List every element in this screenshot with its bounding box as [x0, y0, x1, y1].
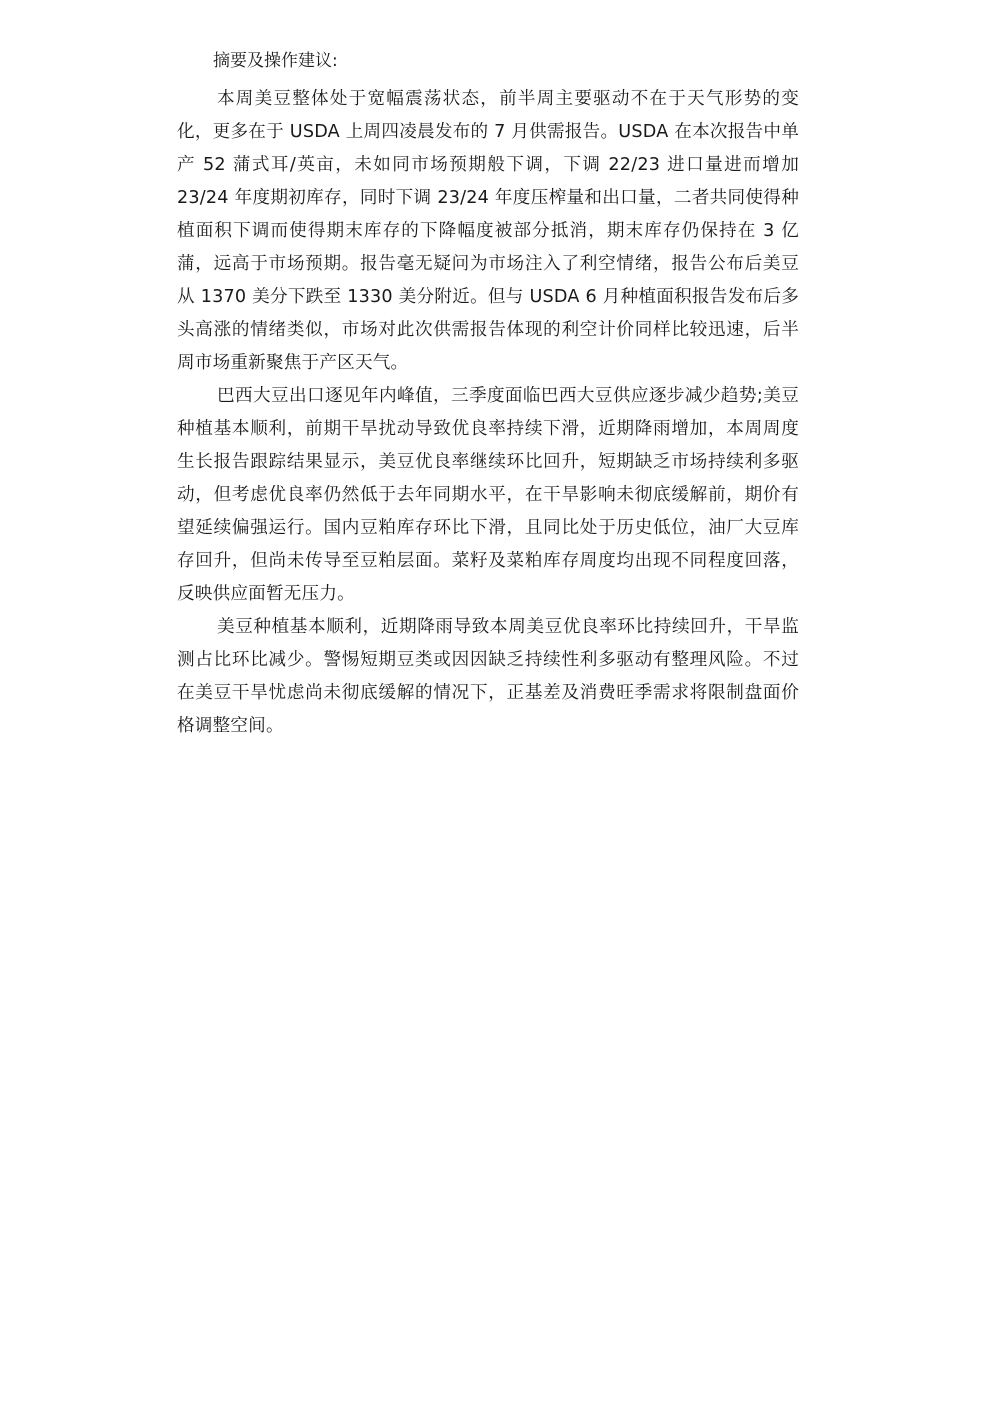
- document-page: [177, 48, 799, 743]
- paragraph-usda-report: 本周美豆整体处于宽幅震荡状态，前半周主要驱动不在于天气形势的变化，更多在于 USDA 上周四凌晨发布的 7 月供需报告。USDA 在本次报告中单产 52 蒲式耳/英亩，未如同市场预期般下调，下调 22/23 进口量进而增加 23/24 年度期初库存，同时下调 23/24 年度压榨量和出口量，二者共同使得种植面积下调而使得期末库存的下降幅度被部分抵消，期末库存仍保持在 3 亿蒲，远高于市场预期。报告毫无疑问为市场注入了利空情绪，报告公布后美豆从 1370 美分下跌至 1330 美分附近。但与 USDA 6 月种植面积报告发布后多头高涨的情绪类似，市场对此次供需报告体现的利空计价同样比较迅速，后半周市场重新聚焦于产区天气。: [177, 89, 799, 373]
- summary-heading: 摘要及操作建议:: [213, 51, 338, 71]
- paragraph-outlook: 美豆种植基本顺利，近期降雨导致本周美豆优良率环比持续回升，干旱监测占比环比减少。警惕短期豆类或因因缺乏持续性利多驱动有整理风险。不过在美豆干旱忧虑尚未彻底缓解的情况下，正基差及消费旺季需求将限制盘面价格调整空间。: [177, 617, 799, 736]
- paragraph-brazil-supply: 巴西大豆出口逐见年内峰值，三季度面临巴西大豆供应逐步减少趋势;美豆种植基本顺利，前期干旱扰动导致优良率持续下滑，近期降雨增加，本周周度生长报告跟踪结果显示，美豆优良率继续环比回升，短期缺乏市场持续利多驱动，但考虑优良率仍然低于去年同期水平，在干旱影响未彻底缓解前，期价有望延续偏强运行。国内豆粕库存环比下滑，且同比处于历史低位，油厂大豆库存回升，但尚未传导至豆粕层面。菜籽及菜粕库存周度均出现不同程度回落，反映供应面暂无压力。: [177, 386, 799, 604]
